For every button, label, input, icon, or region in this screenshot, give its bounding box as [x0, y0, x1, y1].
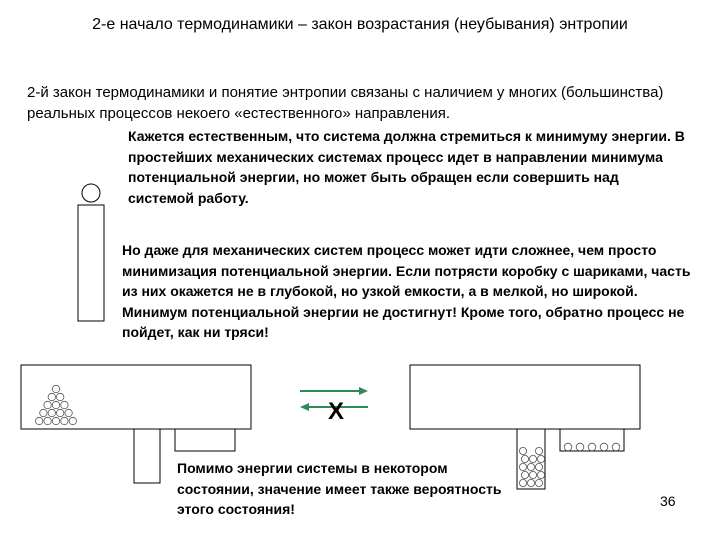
box-right: [410, 365, 640, 429]
shaking-paragraph: Но даже для механических систем процесс может идти сложнее, чем просто минимизация потенциальной энергии. Если потрясти коробку с шариками, часть из них окажется не в глубокой, но узкой емкости, а в мелкой, но широкой. Минимум потенциальной энергии не достигнут! Кроме того, обратно процесс не пойдет, как ни тряси!: [122, 242, 691, 340]
probability-paragraph: Помимо энергии системы в некотором состоянии, значение имеет также вероятность этого состояния!: [177, 460, 502, 517]
top-ball: [82, 184, 100, 202]
ball: [52, 385, 59, 392]
ball: [519, 479, 526, 486]
narrow-deep-well-left: [134, 429, 160, 483]
ball: [535, 447, 542, 454]
ball: [600, 443, 608, 451]
ball: [61, 401, 68, 408]
process-arrows: [300, 387, 368, 425]
ball: [48, 393, 55, 400]
ball: [519, 447, 526, 454]
ball: [535, 463, 542, 470]
intro-paragraph: 2-й закон термодинамики и понятие энтропии связаны с наличием у многих (большинства) реальных процессов некоего «естественного» направления.: [27, 84, 664, 122]
energy-paragraph: Кажется естественным, что система должна стремиться к минимуму энергии. В простейших механических системах процесс идет в направлении минимума потенциальной энергии, но может быть обращен если совершить над системой работу.: [128, 128, 685, 206]
tall-column: [78, 205, 104, 321]
ball: [521, 455, 528, 462]
ball: [529, 455, 536, 462]
ball: [529, 471, 536, 478]
ball: [576, 443, 584, 451]
page-number: 36: [660, 493, 676, 509]
wide-shallow-well-left: [175, 429, 235, 451]
reverse-arrow-head: [300, 403, 309, 411]
slide-title: 2-е начало термодинамики – закон возрастания (неубывания) энтропии: [92, 16, 628, 33]
ball: [535, 479, 542, 486]
ball: [52, 401, 59, 408]
irreversible-mark: X: [327, 398, 345, 425]
ball: [48, 409, 55, 416]
ball: [537, 455, 544, 462]
ball: [57, 409, 64, 416]
final-state-box: [410, 365, 640, 489]
ball: [44, 401, 51, 408]
ball-on-column-figure: [78, 184, 104, 321]
ball: [36, 417, 43, 424]
ball: [521, 471, 528, 478]
ball: [537, 471, 544, 478]
ball: [527, 479, 534, 486]
ball: [527, 463, 534, 470]
forward-arrow-head: [359, 387, 368, 395]
initial-state-box: [21, 365, 251, 483]
ball: [69, 417, 76, 424]
ball: [564, 443, 572, 451]
ball: [52, 417, 59, 424]
ball: [61, 417, 68, 424]
ball: [40, 409, 47, 416]
ball: [519, 463, 526, 470]
ball: [44, 417, 51, 424]
ball: [612, 443, 620, 451]
ball: [57, 393, 64, 400]
ball: [588, 443, 596, 451]
ball: [65, 409, 72, 416]
